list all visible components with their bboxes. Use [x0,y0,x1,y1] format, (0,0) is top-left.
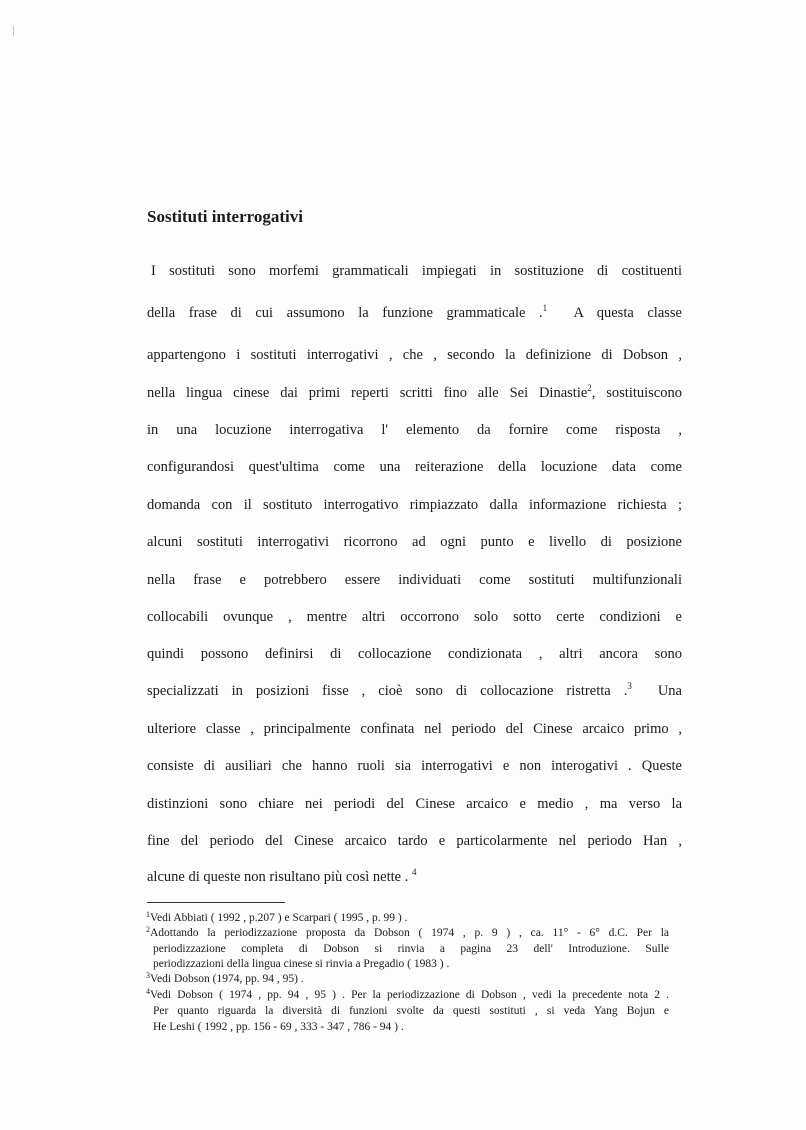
footnote-2-line-3: periodizzazioni della lingua cinese si rinvia a Pregadio ( 1983 ) . [153,958,450,970]
footnote-3: $^3$Vedi Dobson (1974, pp. 94 , 95) . [146,971,304,985]
footnote-1: $^1$Vedi Abbiati ( 1992 , p.207 ) e Scarpari ( 1995 , p. 99 ) . [146,910,408,924]
footnote-4-line-2: Per quanto riguarda la diversità di funzioni svolte da questi sostituti , si veda Yang Bojun e [153,1005,669,1017]
body-line-6: configurandosi quest'ultima come una reiterazione della locuzione data come [147,459,682,475]
footnote-separator [147,902,285,903]
footnote-ref-4[interactable]: 4 [411,867,417,877]
body-line-13: ulteriore classe , principalmente confinata nel periodo del Cinese arcaico primo , [147,721,682,737]
footnote-ref-1[interactable]: 1 [542,303,548,313]
body-line-3: appartengono i sostituti interrogativi , che , secondo la definizione di Dobson , [147,347,682,363]
body-line-16: fine del periodo del Cinese arcaico tardo e particolarmente nel periodo Han , [147,833,682,849]
body-line-14: consiste di ausiliari che hanno ruoli sia interrogativi e non interogativi . Queste [147,758,682,774]
body-line-8: alcuni sostituti interrogativi ricorrono ad ogni punto e livello di posizione [147,534,682,550]
body-line-15: distinzioni sono chiare nei periodi del Cinese arcaico e medio , ma verso la [147,796,682,812]
body-line-11: quindi possono definirsi di collocazione condizionata , altri ancora sono [147,646,682,662]
footnote-ref-2[interactable]: 2 [587,383,592,393]
footnote-4-line-3: He Leshi ( 1992 , pp. 156 - 69 , 333 - 347 , 786 - 94 ) . [153,1021,404,1033]
footnote-2: $^2$Adottando la periodizzazione proposta da Dobson ( 1974 , p. 9 ) , ca. 11° - 6° d.C. Per la [146,925,669,939]
body-line-5: in una locuzione interrogativa l' elemento da fornire come risposta , [147,422,682,438]
body-line-9: nella frase e potrebbero essere individuati come sostituti multifunzionali [147,572,682,588]
scan-mark [13,26,14,36]
body-line-2: della frase di cui assumono la funzione grammaticale .$^1$ A questa classe [147,303,682,321]
body-line-12: specializzati in posizioni fisse , cioè sono di collocazione ristretta .$^3$ Una [147,681,682,699]
body-line-1: I sostituti sono morfemi grammaticali impiegati in sostituzione di costituenti [151,263,682,279]
section-heading: Sostituti interrogativi [147,207,303,226]
footnote-2-line-2: periodizzazione completa di Dobson si rinvia a pagina 23 dell' Introduzione. Sulle [153,943,669,955]
body-line-4: nella lingua cinese dai primi reperti scritti fino alle Sei Dinastie$^2$, sostituiscono [147,383,682,401]
body-line-10: collocabili ovunque , mentre altri occorrono solo sotto certe condizioni e [147,609,682,625]
footnote-4: $^4$Vedi Dobson ( 1974 , pp. 94 , 95 ) . Per la periodizzazione di Dobson , vedi la precedente nota 2 . [146,987,669,1001]
body-line-17: alcune di queste non risultano più così nette . $^4$ [147,867,417,885]
body-line-7: domanda con il sostituto interrogativo rimpiazzato dalla informazione richiesta ; [147,497,682,513]
footnote-ref-3[interactable]: 3 [627,681,632,691]
